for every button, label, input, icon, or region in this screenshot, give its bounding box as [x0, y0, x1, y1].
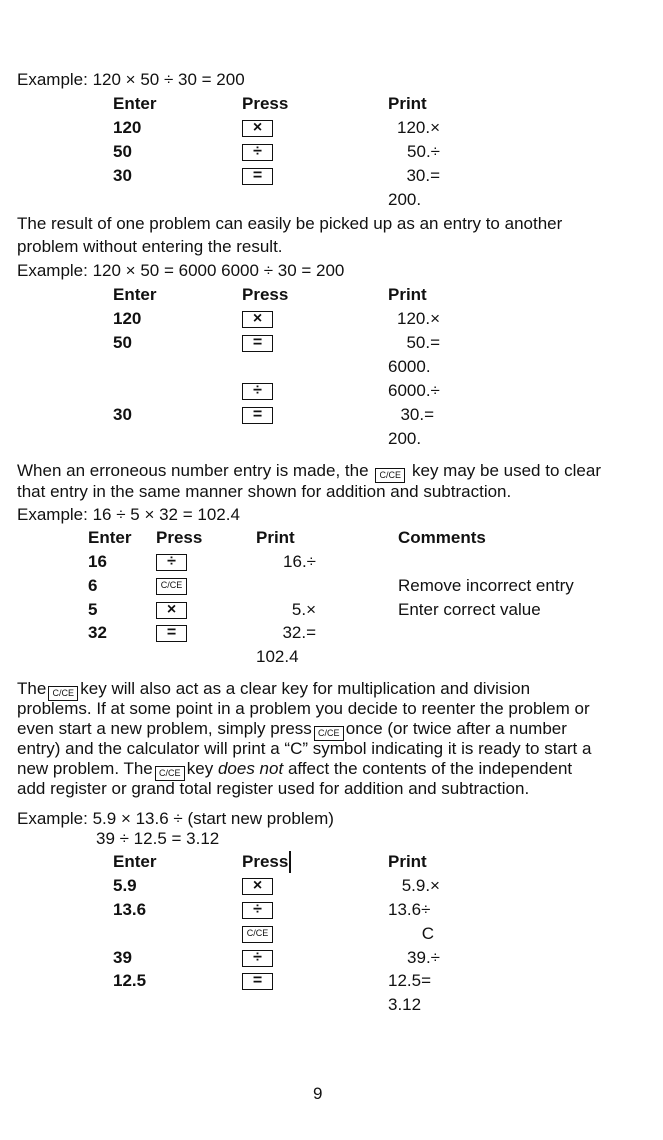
ex2-header-press: Press [242, 285, 289, 304]
multiply-key-icon: × [156, 602, 187, 619]
ex3-result: 102.4 [256, 647, 299, 666]
paragraph-3-text: once (or twice after a number [345, 719, 567, 738]
ex2-print-value: 6000. [388, 357, 431, 376]
ex1-print-value: 120.× [396, 118, 440, 137]
ex3-comment: Remove incorrect entry [398, 576, 574, 595]
ex4-enter-value: 39 [113, 948, 132, 967]
ex3-header-comments: Comments [398, 528, 486, 547]
ex1-print-value: 30.= [406, 166, 440, 185]
ex4-enter-value: 12.5 [113, 971, 147, 990]
paragraph-3-line-4: entry) and the calculator will print a “C” symbol indicating it is ready to start a [17, 739, 592, 758]
divide-key-icon: ÷ [242, 144, 273, 161]
ex2-header-enter: Enter [113, 285, 157, 304]
ex3-print-value: 32.= [282, 623, 316, 642]
ex2-print-value: 120.× [396, 309, 440, 328]
ex2-result: 200. [388, 429, 422, 448]
divide-key-icon: ÷ [242, 950, 273, 967]
clear-entry-key-icon: C/CE [242, 926, 273, 943]
ex2-enter-value: 50 [113, 333, 132, 352]
paragraph-1-line-1: The result of one problem can easily be picked up as an entry to another [17, 214, 563, 233]
paragraph-1-line-2: problem without entering the result. [17, 237, 283, 256]
paragraph-2-text: key may be used to clear [412, 461, 601, 480]
divide-key-icon: ÷ [156, 554, 187, 571]
ex1-enter-value: 30 [113, 166, 132, 185]
paragraph-3-text: key will also act as a clear key for multiplication and division [80, 679, 531, 698]
ex3-header-print: Print [256, 528, 295, 547]
ex3-header-press: Press [156, 528, 203, 547]
page-number: 9 [313, 1084, 323, 1103]
ex2-print-value: 30.= [400, 405, 434, 424]
ex3-header-enter: Enter [88, 528, 132, 547]
paragraph-3-line-2: problems. If at some point in a problem you decide to reenter the problem or [17, 699, 590, 718]
paragraph-2-text: When an erroneous number entry is made, the [17, 461, 369, 480]
paragraph-3-line-1 [17, 679, 530, 701]
paragraph-3-emphasis: does not [217, 759, 284, 778]
multiply-key-icon: × [242, 311, 273, 328]
example-2-title: Example: 120 × 50 = 6000 6000 ÷ 30 = 200 [17, 261, 345, 280]
example-4-title-line-2: 39 ÷ 12.5 = 3.12 [96, 829, 220, 848]
paragraph-3-text: new problem. The [17, 759, 153, 778]
paragraph-3-text: The [17, 679, 47, 698]
ex4-print-value: C [421, 924, 434, 943]
clear-entry-key-icon: C/CE [314, 726, 344, 741]
ex4-header-print: Print [388, 852, 427, 871]
ex4-header-enter: Enter [113, 852, 157, 871]
ex1-header-enter: Enter [113, 94, 157, 113]
ex1-print-value: 50.÷ [407, 142, 440, 161]
ex3-comment: Enter correct value [398, 600, 541, 619]
ex2-print-value: 6000.÷ [388, 381, 440, 400]
ex3-enter-value: 6 [88, 576, 98, 595]
example-4-title: Example: 5.9 × 13.6 ÷ (start new problem) [17, 809, 334, 828]
example-3-title: Example: 16 ÷ 5 × 32 = 102.4 [17, 505, 240, 524]
ex3-print-value: 16.÷ [283, 552, 316, 571]
multiply-key-icon: × [242, 120, 273, 137]
ex1-header-print: Print [388, 94, 427, 113]
clear-entry-key-icon: C/CE [155, 766, 185, 781]
ex2-print-value: 50.= [406, 333, 440, 352]
paragraph-2-line-2: that entry in the same manner shown for addition and subtraction. [17, 482, 512, 501]
ex4-enter-value: 13.6 [113, 900, 147, 919]
equals-key-icon: = [242, 335, 273, 352]
paragraph-3-line-5 [17, 759, 572, 781]
paragraph-3-line-6: add register or grand total register used for addition and subtraction. [17, 779, 530, 798]
equals-key-icon: = [156, 625, 187, 642]
divide-key-icon: ÷ [242, 902, 273, 919]
paragraph-3-text: even start a new problem, simply press [17, 719, 312, 738]
equals-key-icon: = [242, 407, 273, 424]
ex1-result: 200. [388, 190, 422, 209]
ex4-enter-value: 5.9 [113, 876, 137, 895]
ex3-enter-value: 32 [88, 623, 107, 642]
ex1-enter-value: 120 [113, 118, 142, 137]
clear-entry-key-icon: C/CE [156, 578, 187, 595]
ex1-header-press: Press [242, 94, 289, 113]
ex4-print-value: 39.÷ [407, 948, 440, 967]
example-1-title: Example: 120 × 50 ÷ 30 = 200 [17, 70, 245, 89]
ex4-result: 3.12 [388, 995, 422, 1014]
ex1-enter-value: 50 [113, 142, 132, 161]
ex4-print-value: 12.5= [388, 971, 432, 990]
clear-entry-key-icon: C/CE [48, 686, 78, 701]
ex3-enter-value: 16 [88, 552, 107, 571]
clear-entry-key-icon: C/CE [375, 468, 405, 483]
equals-key-icon: = [242, 168, 273, 185]
ex4-print-value: 13.6÷ [388, 900, 431, 919]
paragraph-2-line-1 [17, 461, 601, 483]
cursor-mark [289, 851, 291, 873]
ex4-header-press: Press [242, 852, 289, 871]
paragraph-3-line-3 [17, 719, 567, 741]
ex2-enter-value: 120 [113, 309, 142, 328]
ex3-enter-value: 5 [88, 600, 98, 619]
multiply-key-icon: × [242, 878, 273, 895]
ex3-print-value: 5.× [291, 600, 316, 619]
ex2-enter-value: 30 [113, 405, 132, 424]
ex2-header-print: Print [388, 285, 427, 304]
divide-key-icon: ÷ [242, 383, 273, 400]
paragraph-3-text: affect the contents of the independent [287, 759, 573, 778]
equals-key-icon: = [242, 973, 273, 990]
ex4-print-value: 5.9.× [401, 876, 440, 895]
paragraph-3-text: key [186, 759, 214, 778]
